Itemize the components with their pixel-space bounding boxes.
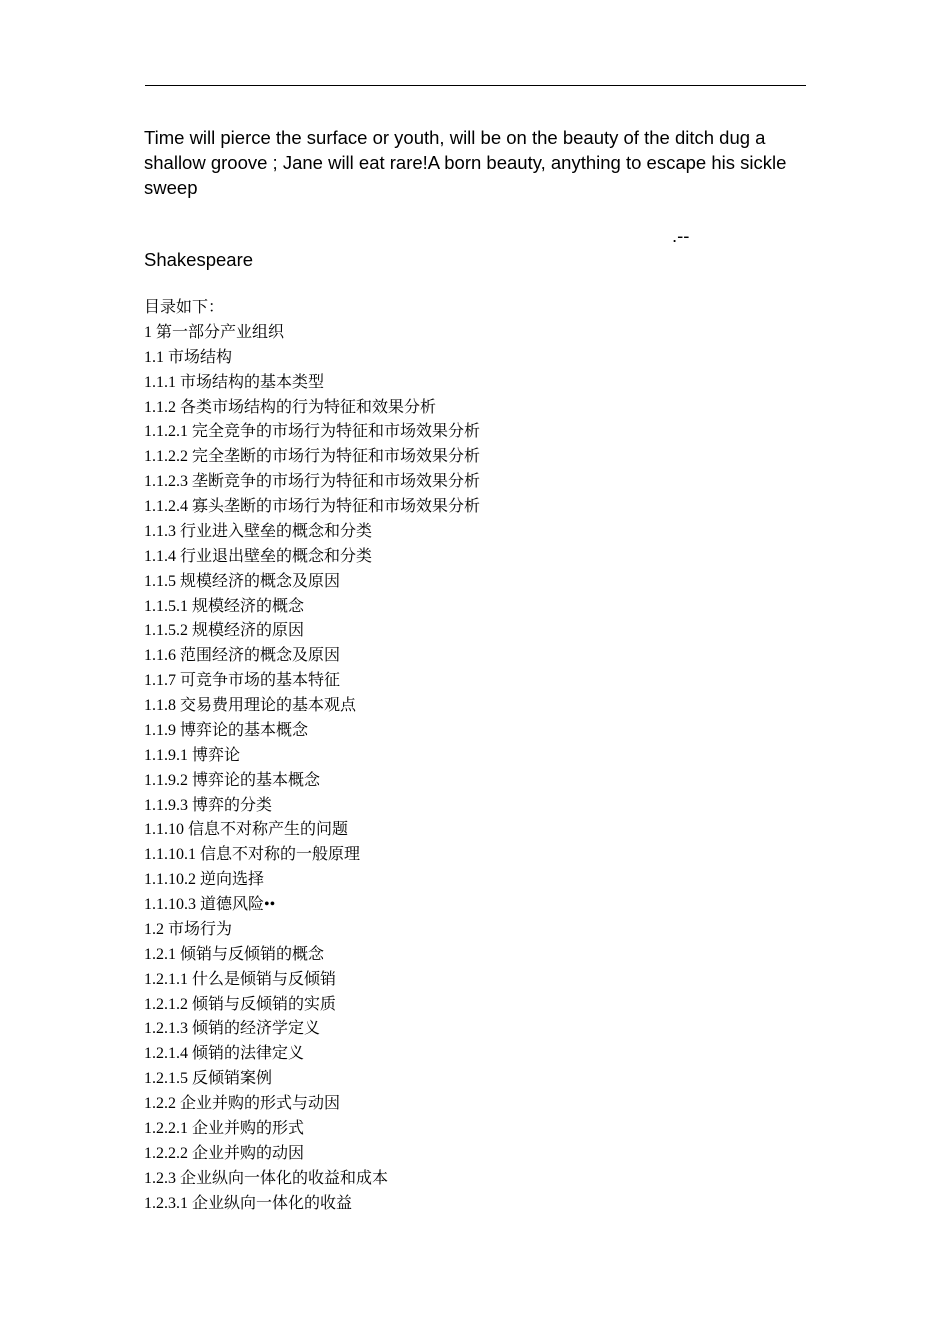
toc-entry: 1 第一部分产业组织 bbox=[144, 323, 285, 341]
toc-entry: 1.2.1.2 倾销与反倾销的实质 bbox=[144, 995, 337, 1013]
toc-entry: 1.1.2.2 完全垄断的市场行为特征和市场效果分析 bbox=[144, 448, 481, 466]
toc-entry: 1.1.2.4 寡头垄断的市场行为特征和市场效果分析 bbox=[144, 498, 481, 515]
toc-entry: 1.1.9.3 博弈的分类 bbox=[144, 796, 273, 814]
toc-entry: 1.1.5.1 规模经济的概念 bbox=[144, 597, 305, 615]
toc-entry: 1.1.9.1 博弈论 bbox=[144, 746, 241, 764]
toc-entry: 1.2.3.1 企业纵向一体化的收益 bbox=[144, 1194, 353, 1212]
toc-entry: 1.1.5.2 规模经济的原因 bbox=[144, 622, 305, 640]
toc-entry: 1.2.3 企业纵向一体化的收益和成本 bbox=[144, 1169, 389, 1187]
header-rule bbox=[145, 85, 806, 86]
toc-entry: 1.1.7 可竞争市场的基本特征 bbox=[144, 672, 341, 690]
epigraph-attribution-name: Shakespeare bbox=[144, 249, 254, 270]
toc-entry: 1.1.5 规模经济的概念及原因 bbox=[144, 572, 341, 590]
toc-entry: 1.1.8 交易费用理论的基本观点 bbox=[144, 697, 357, 714]
toc-entry: 1.2.2 企业并购的形式与动因 bbox=[144, 1095, 341, 1112]
toc-entry: 1.1.6 范围经济的概念及原因 bbox=[144, 647, 341, 665]
toc-entry: 1.1.10.2 逆向选择 bbox=[144, 871, 265, 889]
toc-entry: 1.2 市场行为 bbox=[144, 920, 233, 938]
toc-entry: 1.2.1.5 反倾销案例 bbox=[144, 1070, 273, 1088]
toc-entry: 1.2.1.4 倾销的法律定义 bbox=[144, 1045, 305, 1063]
toc-entry: 1.1.1 市场结构的基本类型 bbox=[144, 373, 325, 391]
toc-entry: 1.1.10.1 信息不对称的一般原理 bbox=[144, 846, 361, 864]
toc-entry: 1.1.2.1 完全竞争的市场行为特征和市场效果分析 bbox=[144, 423, 481, 441]
toc-entry: 1.2.1.1 什么是倾销与反倾销 bbox=[144, 970, 337, 988]
toc-entry: 1.1.10.3 道德风险•• bbox=[144, 896, 276, 913]
toc-entry: 1.1.3 行业进入壁垒的概念和分类 bbox=[144, 522, 373, 540]
toc-entry: 1.2.2.1 企业并购的形式 bbox=[144, 1119, 305, 1137]
toc-entry: 1.1.10 信息不对称产生的问题 bbox=[144, 821, 349, 839]
table-of-contents bbox=[144, 296, 806, 1216]
toc-entry: 1.1.2.3 垄断竞争的市场行为特征和市场效果分析 bbox=[144, 473, 481, 491]
toc-entry: 1.1.4 行业退出壁垒的概念和分类 bbox=[144, 547, 373, 565]
toc-entry: 1.1.9 博弈论的基本概念 bbox=[144, 721, 309, 739]
epigraph-attribution-dash: .-- bbox=[672, 225, 690, 246]
toc-entry: 1.1.2 各类市场结构的行为特征和效果分析 bbox=[144, 398, 437, 416]
toc-heading: 目录如下： bbox=[144, 299, 225, 316]
toc-entry: 1.2.1.3 倾销的经济学定义 bbox=[144, 1020, 321, 1038]
epigraph-quote: Time will pierce the surface or youth, will be on the beauty of the ditch dug a shallow groove ; Jane will eat rare!A born beauty, anything to escape his sickle sweep bbox=[144, 127, 787, 198]
toc-entry: 1.1.9.2 博弈论的基本概念 bbox=[144, 771, 321, 789]
toc-entry: 1.2.1 倾销与反倾销的概念 bbox=[144, 945, 325, 963]
toc-entry: 1.1 市场结构 bbox=[144, 348, 233, 366]
toc-entry: 1.2.2.2 企业并购的动因 bbox=[144, 1144, 305, 1162]
